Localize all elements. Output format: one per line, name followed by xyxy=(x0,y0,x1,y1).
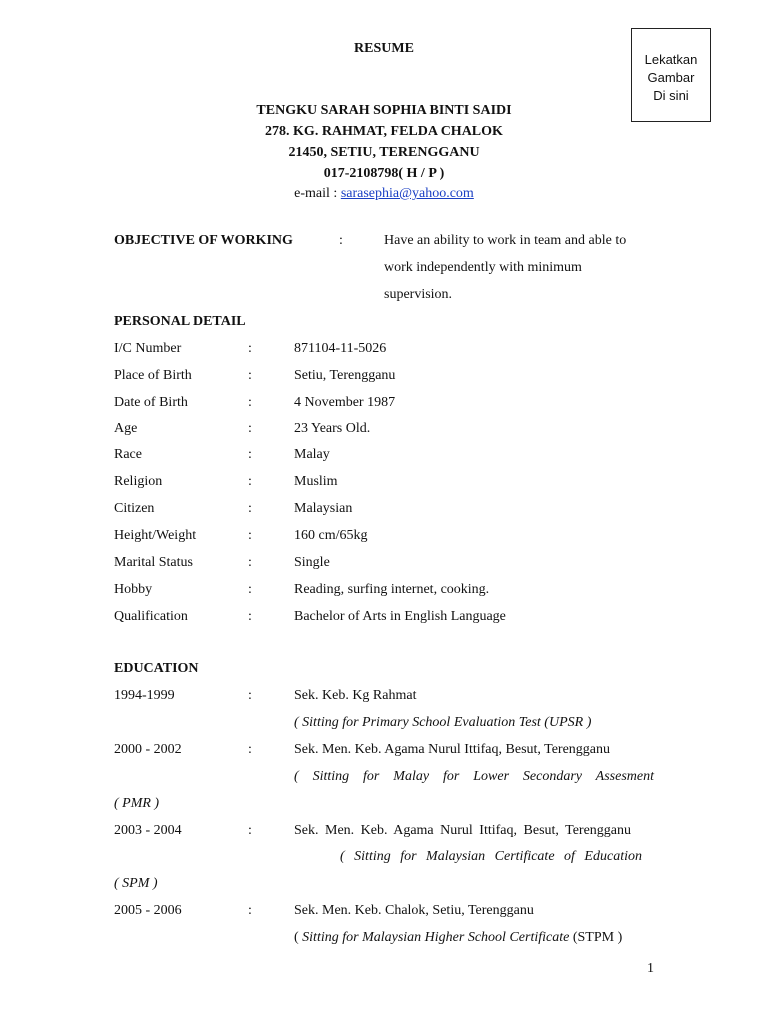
personal-detail-heading: PERSONAL DETAIL xyxy=(114,314,246,329)
education-2-school: Sek. Men. Keb. Agama Nurul Ittifaq, Besut, Terengganu xyxy=(294,742,611,757)
applicant-name: TENGKU SARAH SOPHIA BINTI SAIDI xyxy=(256,103,512,118)
education-1-years: 1994-1999 xyxy=(114,688,175,703)
address-line-2: 21450, SETIU, TERENGGANU xyxy=(288,145,480,160)
hobby-value: Reading, surfing internet, cooking. xyxy=(294,582,490,597)
qualification-value: Bachelor of Arts in English Language xyxy=(294,609,506,624)
objective-colon: : xyxy=(339,233,343,248)
race-colon: : xyxy=(248,447,252,462)
photo-placeholder-line-2: Gambar xyxy=(647,70,695,85)
education-2-years: 2000 - 2002 xyxy=(114,742,182,757)
education-4-note-close: (STPM ) xyxy=(569,930,623,945)
marital-status-value: Single xyxy=(294,555,330,570)
email-line xyxy=(114,186,654,202)
objective-line-3: supervision. xyxy=(384,287,453,302)
education-4-note-italic: Sitting for Malaysian Higher School Certificate xyxy=(302,930,570,945)
photo-placeholder-line-1: Lekatkan xyxy=(644,52,698,67)
resume-title: RESUME xyxy=(354,41,414,56)
hobby-colon: : xyxy=(248,582,252,597)
education-3-school: Sek. Men. Keb. Agama Nurul Ittifaq, Besut, Terengganu xyxy=(294,823,632,838)
age-label: Age xyxy=(114,421,138,436)
phone-number: 017-2108798( H / P ) xyxy=(323,166,445,181)
address-line-1: 278. KG. RAHMAT, FELDA CHALOK xyxy=(265,124,503,139)
education-4-school: Sek. Men. Keb. Chalok, Setiu, Terengganu xyxy=(294,903,534,918)
qualification-label: Qualification xyxy=(114,609,188,624)
education-2-colon: : xyxy=(248,742,252,757)
education-heading: EDUCATION xyxy=(114,661,199,676)
education-3-colon: : xyxy=(248,823,252,838)
age-value: 23 Years Old. xyxy=(294,421,371,436)
marital-status-colon: : xyxy=(248,555,252,570)
education-1-school: Sek. Keb. Kg Rahmat xyxy=(294,688,417,703)
citizen-label: Citizen xyxy=(114,501,155,516)
email-link[interactable]: sarasephia@yahoo.com xyxy=(340,186,474,201)
citizen-colon: : xyxy=(248,501,252,516)
place-of-birth-value: Setiu, Terengganu xyxy=(294,368,396,383)
ic-number-value: 871104-11-5026 xyxy=(294,341,387,356)
education-2-note: ( Sitting for Malay for Lower Secondary Assesment xyxy=(294,769,654,784)
education-1-note: ( Sitting for Primary School Evaluation Test (UPSR ) xyxy=(294,715,592,730)
photo-placeholder-line-3: Di sini xyxy=(653,88,689,103)
place-of-birth-colon: : xyxy=(248,368,252,383)
place-of-birth-label: Place of Birth xyxy=(114,368,192,383)
education-4-years: 2005 - 2006 xyxy=(114,903,182,918)
objective-label: OBJECTIVE OF WORKING xyxy=(114,233,293,248)
height-weight-label: Height/Weight xyxy=(114,528,197,543)
ic-number-colon: : xyxy=(248,341,252,356)
ic-number-label: I/C Number xyxy=(114,341,182,356)
date-of-birth-colon: : xyxy=(248,395,252,410)
education-2-note-continued: ( PMR ) xyxy=(114,796,160,811)
qualification-colon: : xyxy=(248,609,252,624)
education-4-note-open: ( xyxy=(294,930,303,945)
age-colon: : xyxy=(248,421,252,436)
religion-label: Religion xyxy=(114,474,163,489)
religion-colon: : xyxy=(248,474,252,489)
education-4-colon: : xyxy=(248,903,252,918)
height-weight-value: 160 cm/65kg xyxy=(294,528,368,543)
education-3-years: 2003 - 2004 xyxy=(114,823,182,838)
email-label: e-mail : xyxy=(294,186,341,201)
hobby-label: Hobby xyxy=(114,582,153,597)
objective-line-1: Have an ability to work in team and able to xyxy=(384,233,627,248)
marital-status-label: Marital Status xyxy=(114,555,193,570)
religion-value: Muslim xyxy=(294,474,338,489)
race-label: Race xyxy=(114,447,142,462)
height-weight-colon: : xyxy=(248,528,252,543)
citizen-value: Malaysian xyxy=(294,501,353,516)
objective-line-2: work independently with minimum xyxy=(384,260,582,275)
education-3-note-continued: ( SPM ) xyxy=(114,876,158,891)
date-of-birth-label: Date of Birth xyxy=(114,395,188,410)
education-1-colon: : xyxy=(248,688,252,703)
race-value: Malay xyxy=(294,447,330,462)
page-number: 1 xyxy=(647,961,654,976)
date-of-birth-value: 4 November 1987 xyxy=(294,395,396,410)
education-4-note xyxy=(294,930,622,946)
education-3-note: ( Sitting for Malaysian Certificate of Education xyxy=(340,849,642,864)
